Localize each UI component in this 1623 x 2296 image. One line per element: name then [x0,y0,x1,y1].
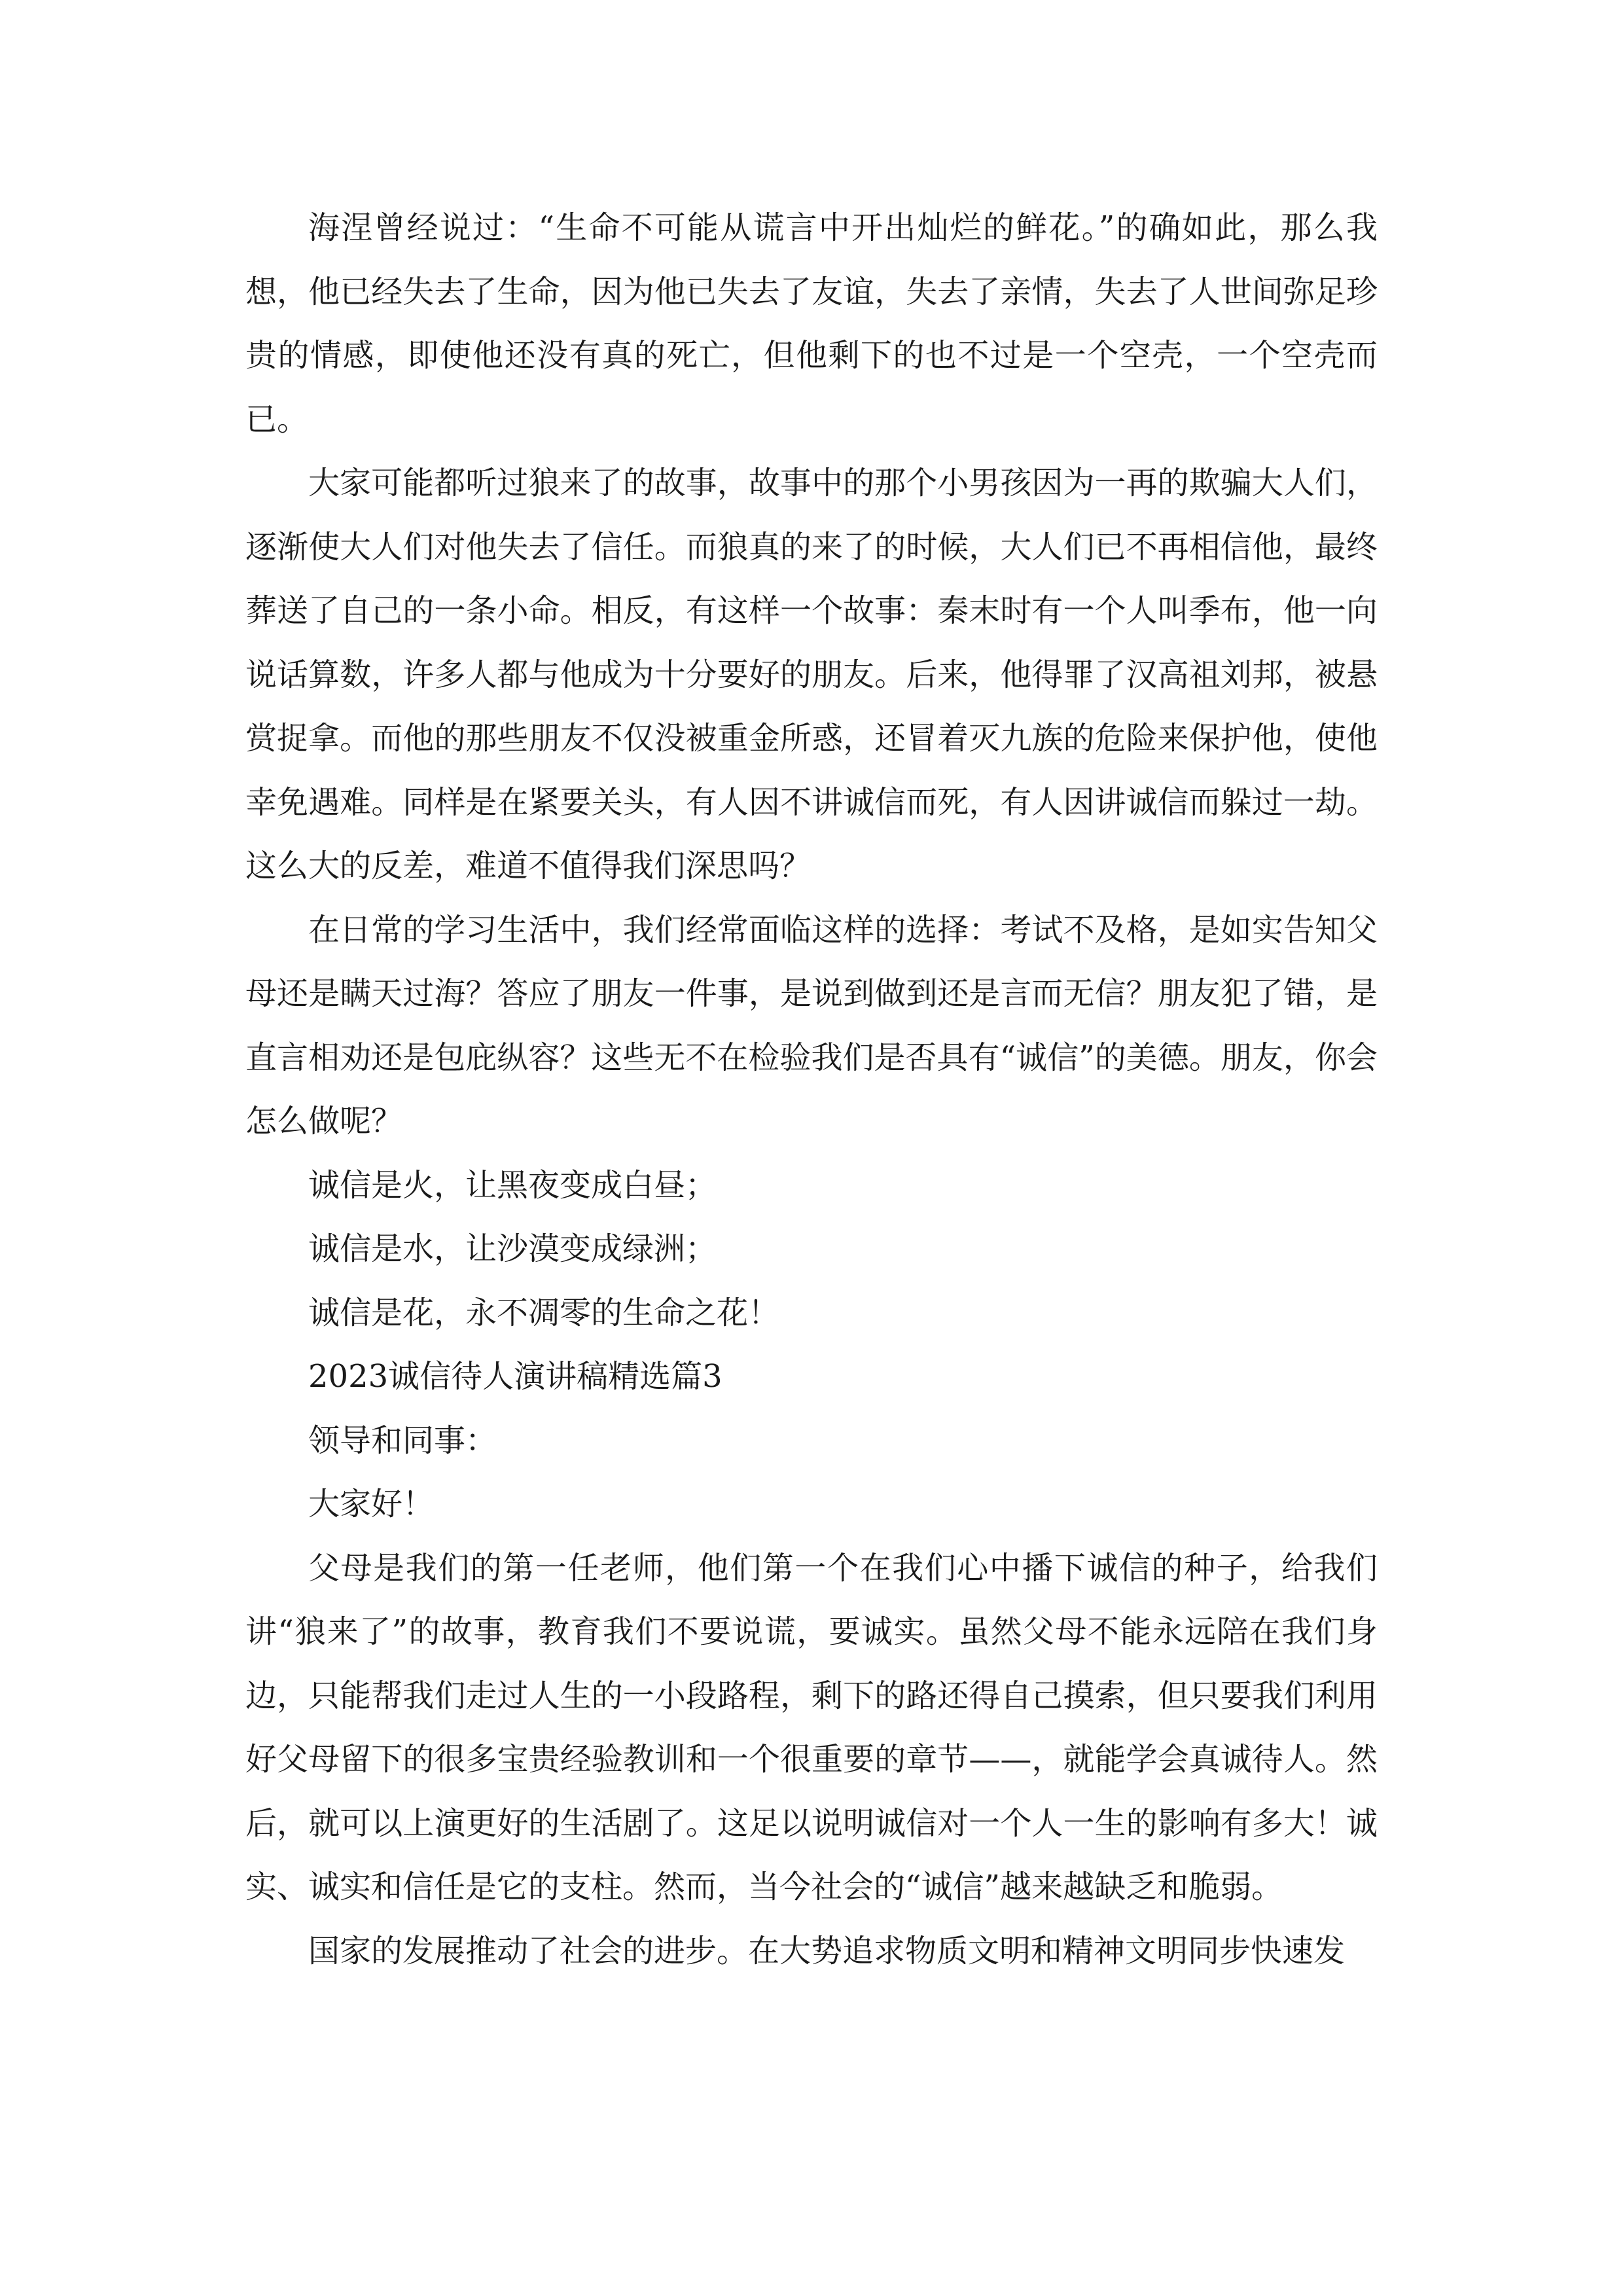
greeting: 大家好！ [308,1486,435,1522]
paragraph-heine-quote: 海涅曾经说过：“生命不可能从谎言中开出灿烂的鲜花。”的确如此，那么我想，他已经失去了生命，因为他已失去了友谊，失去了亲情，失去了人世间弥足珍贵的情感，即使他还没有真的死亡，但他剩下的也不过是一个空壳，一个空壳而已。 [245,209,1378,438]
paragraph-parents: 父母是我们的第一任老师，他们第一个在我们心中播下诚信的种子，给我们讲“狼来了”的故事，教育我们不要说谎，要诚实。虽然父母不能永远陪在我们身边，只能帮我们走过人生的一小段路程，剩下的路还得自己摸索，但只要我们利用好父母留下的很多宝贵经验教训和一个很重要的章节——，就能学会真诚待人。然后，就可以上演更好的生活剧了。这足以说明诚信对一个人一生的影响有多大！诚实、诚实和信任是它的支柱。然而，当今社会的“诚信”越来越缺乏和脆弱。 [245,1549,1378,1905]
document-body [245,196,1378,1983]
poem-line-flower: 诚信是花，永不凋零的生命之花！ [308,1294,780,1331]
paragraph-national-development: 国家的发展推动了社会的进步。在大势追求物质文明和精神文明同步快速发 [308,1932,1346,1969]
poem-line-fire: 诚信是火，让黑夜变成白昼； [308,1166,717,1204]
section-heading: 2023诚信待人演讲稿精选篇3 [308,1358,722,1395]
salutation: 领导和同事： [308,1422,497,1459]
paragraph-wolf-story: 大家可能都听过狼来了的故事，故事中的那个小男孩因为一再的欺骗大人们，逐渐使大人们对他失去了信任。而狼真的来了的时候，大人们已不再相信他，最终葬送了自己的一条小命。相反，有这样一个故事：秦末时有一个人叫季布，他一向说话算数，许多人都与他成为十分要好的朋友。后来，他得罪了汉高祖刘邦，被悬赏捉拿。而他的那些朋友不仅没被重金所惑，还冒着灭九族的危险来保护他，使他幸免遇难。同样是在紧要关头，有人因不讲诚信而死，有人因讲诚信而躲过一劫。这么大的反差，难道不值得我们深思吗？ [245,465,1378,884]
paragraph-daily-choices: 在日常的学习生活中，我们经常面临这样的选择：考试不及格，是如实告知父母还是瞒天过海？答应了朋友一件事，是说到做到还是言而无信？朋友犯了错，是直言相劝还是包庇纵容？这些无不在检验我们是否具有“诚信”的美德。朋友，你会怎么做呢？ [245,911,1378,1139]
poem-line-water: 诚信是水，让沙漠变成绿洲； [308,1230,717,1267]
